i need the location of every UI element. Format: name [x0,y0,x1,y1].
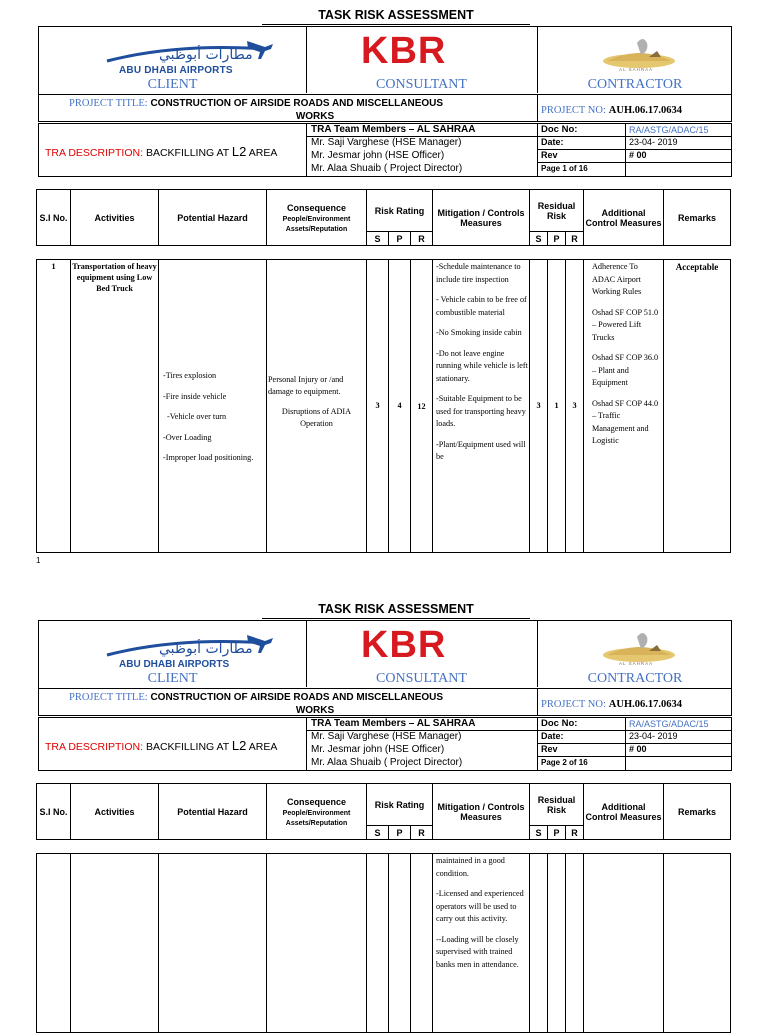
al-sahraa-logo: AL SAHRAA [599,33,679,75]
date-value: 23-04- 2019 [629,731,678,741]
kbr-logo: KBR [361,30,447,72]
team-member: Mr. Alaa Shuaib ( Project Director) [311,163,463,174]
contractor-label: CONTRACTOR [587,671,683,686]
page-indicator: Page 2 of 16 [541,758,588,767]
al-sahraa-emblem-icon [599,627,679,663]
col-residual: Residual Risk [530,784,584,826]
col-residual: Residual Risk [530,190,584,232]
kbr-logo: KBR [361,624,447,666]
col-additional: Additional Control Measures [584,190,664,246]
project-title: PROJECT TITLE: CONSTRUCTION OF AIRSIDE ROADS AND MISCELLANEOUS WORKS [69,98,444,122]
team-member: Mr. Jesmar john (HSE Officer) [311,150,445,161]
project-title: PROJECT TITLE: CONSTRUCTION OF AIRSIDE ROADS AND MISCELLANEOUS WORKS [69,692,444,716]
date-label: Date: [541,731,564,741]
abu-dhabi-airports-logo: مطارات أبوظبي ABU DHABI AIRPORTS [97,35,297,75]
header-logo-block [38,620,732,716]
col-mitigation: Mitigation / Controls Measures [433,784,530,840]
table-row [37,854,731,1033]
col-hazard: Potential Hazard [159,190,267,246]
col-hazard: Potential Hazard [159,784,267,840]
team-members-title: TRA Team Members – AL SAHRAA [311,718,476,729]
mitigation-cell: -Schedule maintenance to include tire inspection - Vehicle cabin to be free of combustible material -No Smoking inside cabin -Do not leave engine running while vehicle is left stationary. -Suitable Equipment to be used for transporting heavy loads. -Plant/Equipment used will be [433,260,530,553]
contractor-label: CONTRACTOR [587,77,683,92]
al-sahraa-emblem-icon [599,33,679,69]
document-page-2 [0,602,768,1024]
col-risk-rating: Risk Rating [367,784,433,826]
col-consequence: Consequence People/Environment Assets/Reputation [267,784,367,840]
additional-cell: Adherence To ADAC Airport Working Rules Oshad SF COP 51.0 – Powered Lift Trucks Oshad SF COP 36.0 – Plant and Equipment Oshad SF COP 44.0 – Traffic Management and Logistic [584,260,664,553]
mitigation-cell: maintained in a good condition. -Licensed and experienced operators will be used to carry out this activity. --Loading will be closely supervised with trained banks men in attendance. [433,854,530,1033]
team-member: Mr. Saji Varghese (HSE Manager) [311,137,462,148]
table-row: 1 Transportation of heavy equipment using Low Bed Truck -Tires explosion -Fire inside vehicle -Vehicle over turn -Over Loading -Improper load positioning. Personal Injury or /and damage to equipment. Disruptions of ADIA Operation 3 4 12 -Schedule maintenance to include tire inspection - Vehicle cabin to be free of combustible material -No Smoking inside cabin -Do not leave engine running while vehicle is left stationary. -Suitable Equipment to be used for transporting heavy loads. -Plant/Equipment used will be 3 1 3 Adherence To ADAC Airport Working Rules Oshad SF COP 51.0 – Powered Lift Trucks Oshad SF COP 36.0 – Plant and Equipment Oshad SF COP 44.0 – Traffic Management and Logistic Acceptable [37,260,731,553]
col-consequence: Consequence People/Environment Assets/Reputation [267,190,367,246]
rev-value: # 00 [629,744,647,754]
tra-description: TRA DESCRIPTION: BACKFILLING AT L2 AREA [45,738,278,753]
risk-table [36,259,731,553]
consequence-cell: Personal Injury or /and damage to equipment. Disruptions of ADIA Operation [267,260,367,553]
team-member: Mr. Jesmar john (HSE Officer) [311,744,445,755]
client-label: CLIENT [147,671,198,686]
al-sahraa-logo: AL SAHRAA [599,627,679,669]
page-indicator: Page 1 of 16 [541,164,588,173]
consultant-label: CONSULTANT [376,77,467,92]
abu-dhabi-airports-logo: مطارات أبوظبي ABU DHABI AIRPORTS [97,629,297,669]
team-member: Mr. Saji Varghese (HSE Manager) [311,731,462,742]
column-header-table: S.I No. Activities Potential Hazard Consequence People/Environment Assets/Reputation Risk Rating Mitigation / Controls Measures Residual Risk Additional Control Measures Remarks S P R S P R [36,189,731,246]
doc-no-value: RA/ASTG/ADAC/15 [629,719,709,729]
col-remarks: Remarks [664,784,731,840]
col-additional: Additional Control Measures [584,784,664,840]
project-number: PROJECT NO: AUH.06.17.0634 [541,699,683,710]
doc-title: TASK RISK ASSESSMENT [262,602,530,619]
risk-table [36,853,731,1033]
doc-no-label: Doc No: [541,718,578,729]
col-activities: Activities [71,784,159,840]
date-value: 23-04- 2019 [629,137,678,147]
doc-no-value: RA/ASTG/ADAC/15 [629,125,709,135]
col-risk-rating: Risk Rating [367,190,433,232]
doc-no-label: Doc No: [541,124,578,135]
col-mitigation: Mitigation / Controls Measures [433,190,530,246]
team-members-title: TRA Team Members – AL SAHRAA [311,124,476,135]
header-logo-block [38,26,732,122]
col-sno: S.I No. [37,190,71,246]
column-header-table: S.I No. Activities Potential Hazard Consequence People/Environment Assets/Reputation Risk Rating Mitigation / Controls Measures Residual Risk Additional Control Measures Remarks S P R S P R [36,783,731,840]
tra-description: TRA DESCRIPTION: BACKFILLING AT L2 AREA [45,144,278,159]
document-page-1 [0,8,768,568]
rev-value: # 00 [629,150,647,160]
hazard-cell: -Tires explosion -Fire inside vehicle -Vehicle over turn -Over Loading -Improper load positioning. [159,260,267,553]
team-member: Mr. Alaa Shuaib ( Project Director) [311,757,463,768]
tra-description-block [38,123,732,177]
footer-page-number: 1 [36,556,41,565]
rev-label: Rev [541,150,558,160]
project-number: PROJECT NO: AUH.06.17.0634 [541,105,683,116]
date-label: Date: [541,137,564,147]
rev-label: Rev [541,744,558,754]
col-sno: S.I No. [37,784,71,840]
consultant-label: CONSULTANT [376,671,467,686]
tra-description-block [38,717,732,771]
col-remarks: Remarks [664,190,731,246]
client-label: CLIENT [147,77,198,92]
col-activities: Activities [71,190,159,246]
doc-title: TASK RISK ASSESSMENT [262,8,530,25]
